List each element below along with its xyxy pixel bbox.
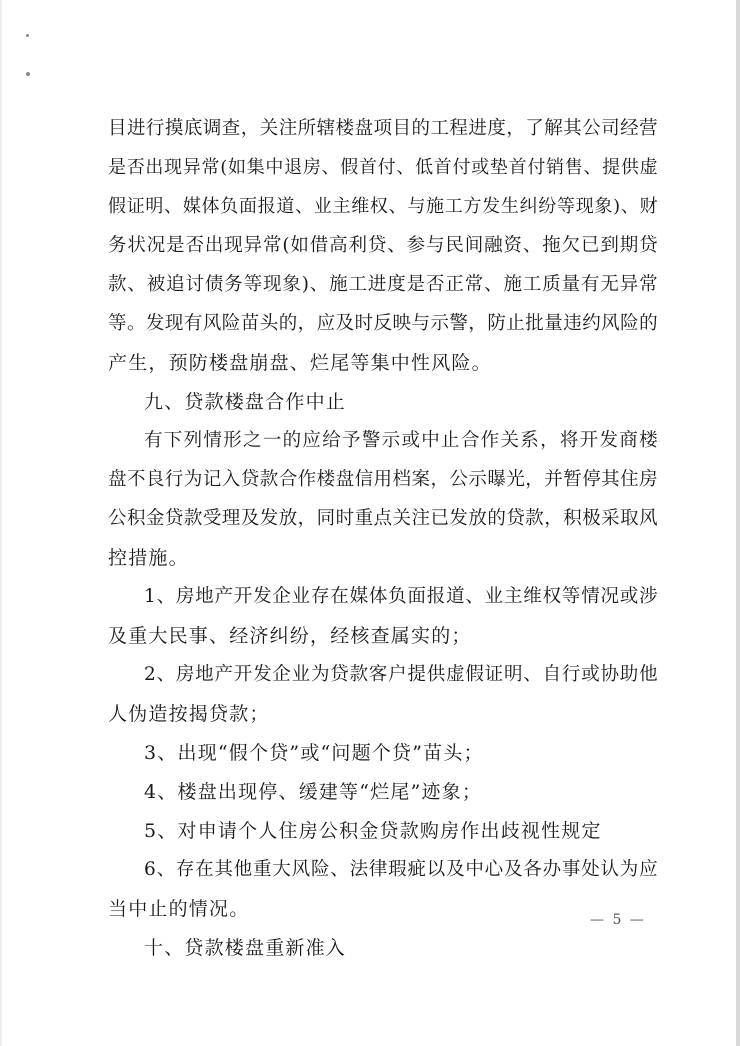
scan-speck xyxy=(26,72,30,76)
body-line: 公积金贷款受理及发放，同时重点关注已发放的贷款，积极采取风 xyxy=(108,508,658,529)
list-item-continuation: 及重大民事、经济纠纷，经核查属实的； xyxy=(108,625,472,647)
body-line: 务状况是否出现异常(如借高利贷、参与民间融资、拖欠已到期贷 xyxy=(108,235,658,256)
list-item: 2、房地产开发企业为贷款客户提供虚假证明、自行或协助他 xyxy=(144,664,658,685)
list-item: 6、存在其他重大风险、法律瑕疵以及中心及各办事处认为应 xyxy=(144,859,658,880)
body-line: 控措施。 xyxy=(108,547,189,569)
scan-speck xyxy=(26,34,29,37)
list-item: 3、出现“假个贷”或“问题个贷”苗头； xyxy=(144,742,484,764)
list-item-continuation: 人伪造按揭贷款； xyxy=(108,703,270,725)
list-item: 5、对申请个人住房公积金贷款购房作出歧视性规定 xyxy=(144,820,602,842)
body-line: 产生，预防楼盘崩盘、烂尾等集中性风险。 xyxy=(108,352,492,374)
page-right-edge xyxy=(736,0,740,1046)
body-line: 是否出现异常(如集中退房、假首付、低首付或垫首付销售、提供虚 xyxy=(108,157,658,178)
body-line: 目进行摸底调查，关注所辖楼盘项目的工程进度，了解其公司经营 xyxy=(108,118,658,139)
body-line: 假证明、媒体负面报道、业主维权、与施工方发生纠纷等现象)、财 xyxy=(108,196,658,217)
body-line: 有下列情形之一的应给予警示或中止合作关系，将开发商楼 xyxy=(144,430,658,451)
list-item: 4、楼盘出现停、缓建等“烂尾”迹象； xyxy=(144,781,483,803)
body-line: 等。发现有风险苗头的，应及时反映与示警，防止批量违约风险的 xyxy=(108,313,658,334)
page-left-edge xyxy=(0,0,2,1046)
list-item-continuation: 当中止的情况。 xyxy=(108,898,250,920)
section-heading: 十、贷款楼盘重新准入 xyxy=(144,937,347,959)
body-line: 盘不良行为记入贷款合作楼盘信用档案，公示曝光，并暂停其住房 xyxy=(108,469,658,490)
page-number: — 5 — xyxy=(590,912,646,928)
section-heading: 九、贷款楼盘合作中止 xyxy=(144,391,347,413)
body-line: 款、被追讨债务等现象)、施工进度是否正常、施工质量有无异常 xyxy=(108,274,658,295)
list-item: 1、房地产开发企业存在媒体负面报道、业主维权等情况或涉 xyxy=(144,586,658,607)
